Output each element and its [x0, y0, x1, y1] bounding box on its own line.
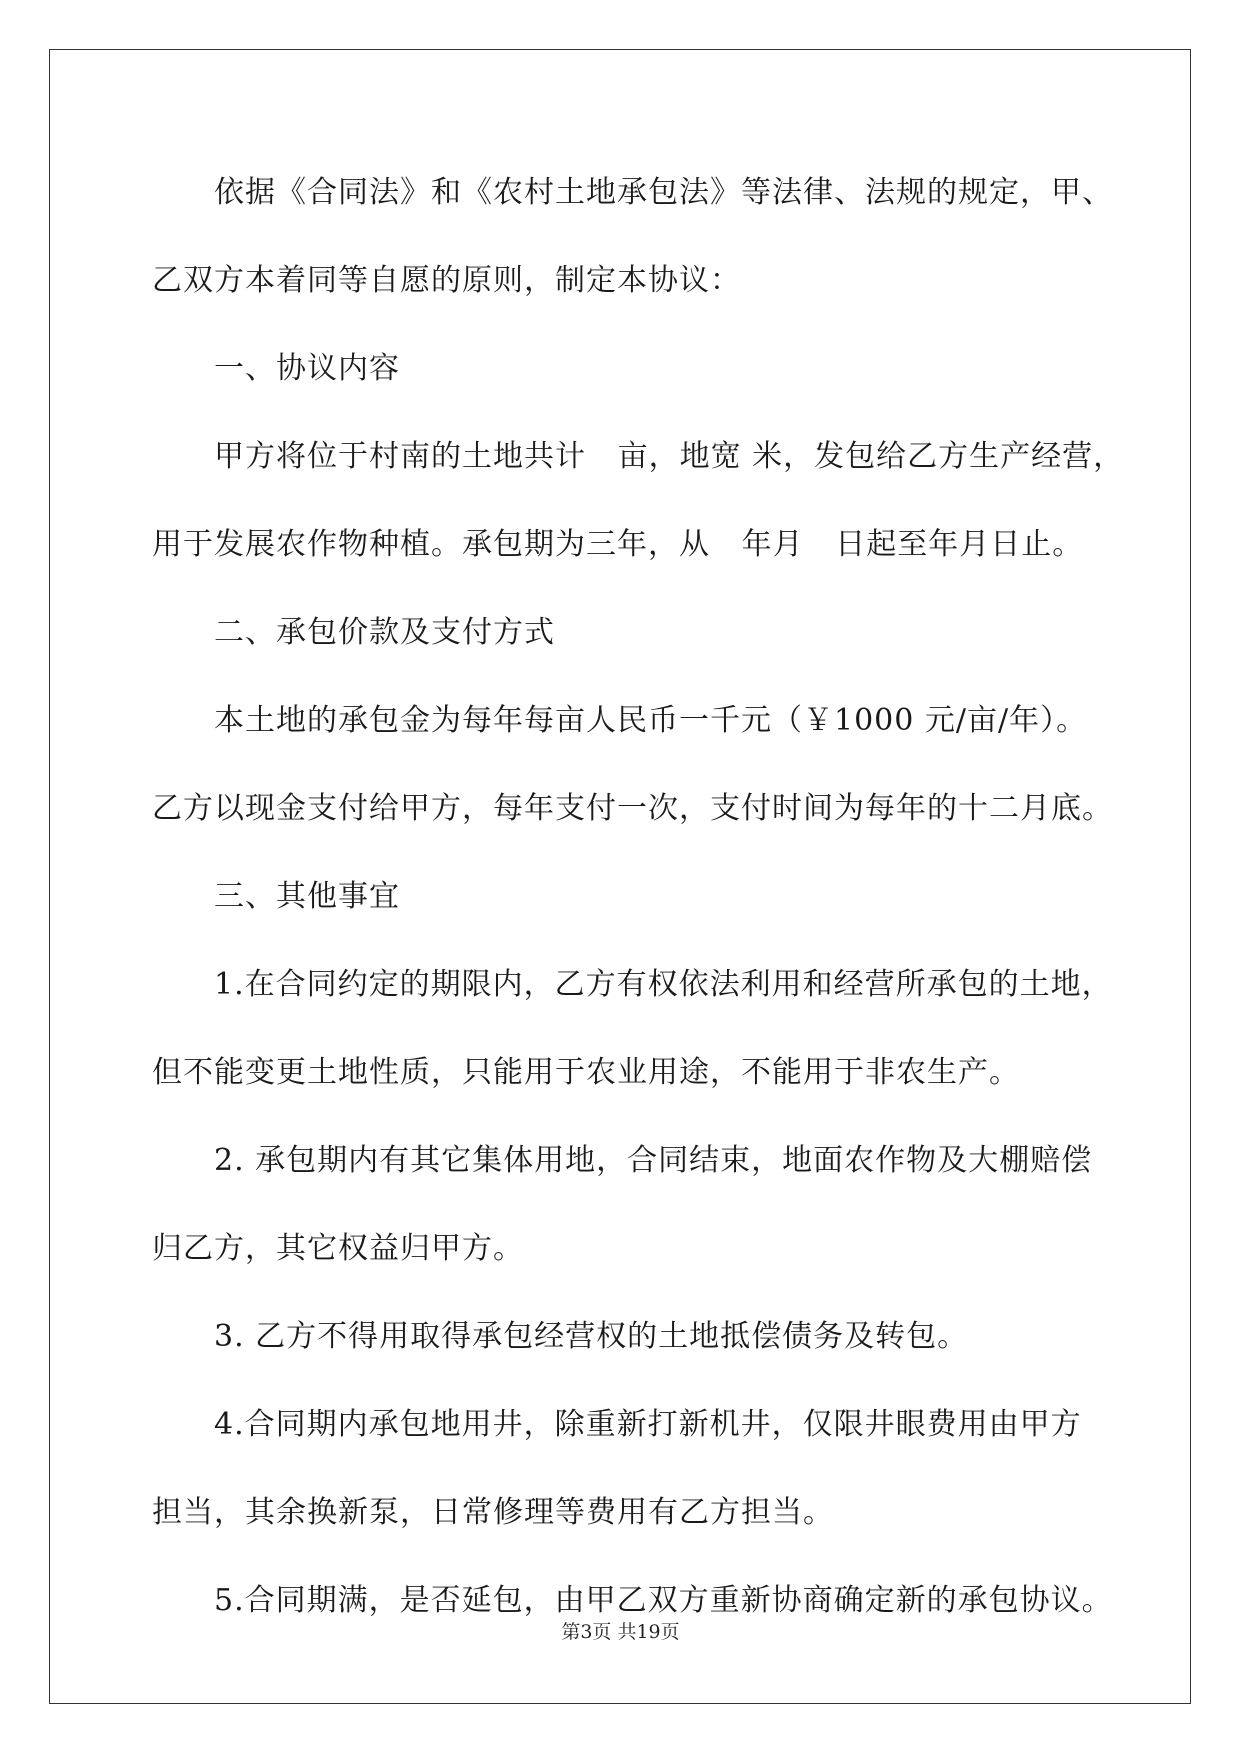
section-heading: 一、协议内容: [214, 351, 400, 386]
paragraph-line: 乙双方本着同等自愿的原则，制定本协议：: [152, 263, 741, 298]
paragraph-line: 依据《合同法》和《农村土地承包法》等法律、法规的规定，甲、: [214, 175, 1113, 210]
paragraph-line: 归乙方，其它权益归甲方。: [152, 1231, 524, 1266]
paragraph-line: 担当，其余换新泵，日常修理等费用有乙方担当。: [152, 1495, 834, 1530]
paragraph-line: 甲方将位于村南的土地共计 亩，地宽 米，发包给乙方生产经营，: [214, 439, 1125, 474]
paragraph-line: 本土地的承包金为每年每亩人民币一千元（￥1000 元/亩/年）。: [214, 703, 1088, 738]
paragraph-line: 但不能变更土地性质，只能用于农业用途，不能用于非农生产。: [152, 1055, 1020, 1090]
paragraph-line: 3. 乙方不得用取得承包经营权的土地抵偿债务及转包。: [214, 1319, 969, 1354]
paragraph-line: 2. 承包期内有其它集体用地，合同结束，地面农作物及大棚赔偿: [214, 1143, 1093, 1178]
paragraph-line: 乙方以现金支付给甲方，每年支付一次，支付时间为每年的十二月底。: [152, 791, 1113, 826]
page-number-footer: 第3页 共19页: [561, 1621, 680, 1643]
paragraph-line: 用于发展农作物种植。承包期为三年，从 年月 日起至年月日止。: [152, 527, 1084, 562]
paragraph-line: 1.在合同约定的期限内，乙方有权依法利用和经营所承包的土地，: [214, 967, 1113, 1002]
paragraph-line: 5.合同期满，是否延包，由甲乙双方重新协商确定新的承包协议。: [214, 1583, 1113, 1618]
paragraph-line: 4.合同期内承包地用井，除重新打新机井，仅限井眼费用由甲方: [214, 1407, 1082, 1442]
document-body: [152, 163, 1125, 1659]
section-heading: 三、其他事宜: [214, 879, 400, 914]
section-heading: 二、承包价款及支付方式: [214, 615, 555, 650]
